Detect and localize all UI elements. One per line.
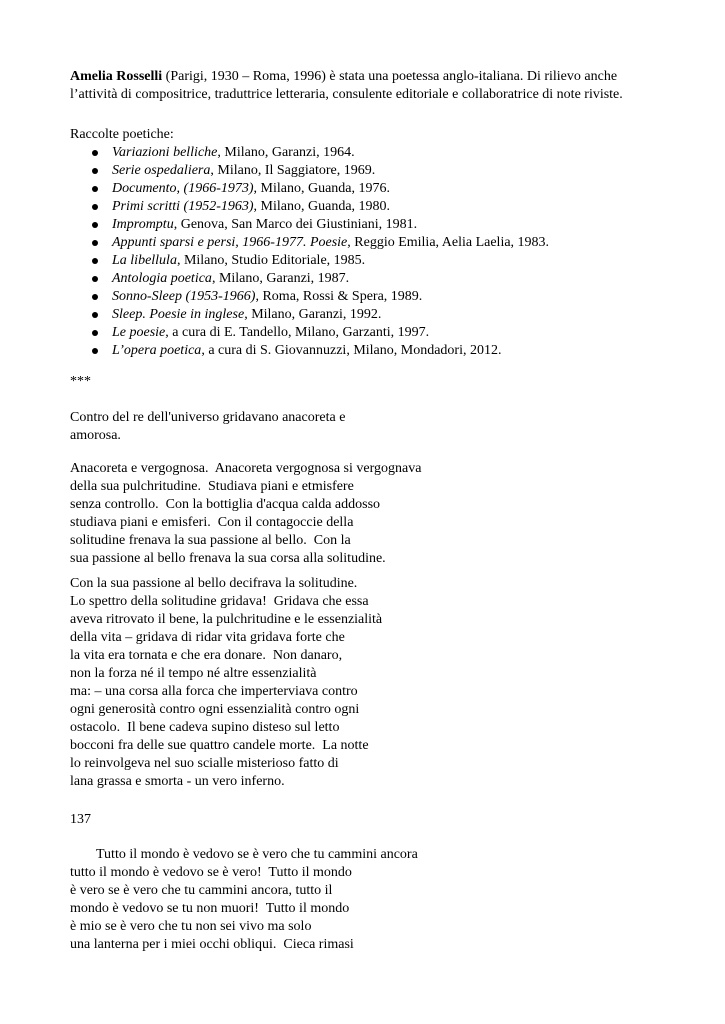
collection-details: , Milano, Studio Editoriale, 1985. [176, 253, 366, 268]
collection-details: , Milano, Garanzi, 1992. [244, 307, 382, 322]
collection-title: Sonno-Sleep (1953-1966) [112, 289, 256, 304]
collection-details: , a cura di E. Tandello, Milano, Garzanti, 1997. [165, 325, 430, 340]
collection-title: Variazioni belliche [112, 145, 218, 160]
poem-line: mondo è vedovo se tu non muori! Tutto il mondo [70, 901, 350, 916]
collection-details: , Roma, Rossi & Spera, 1989. [255, 289, 423, 304]
poem-line: non la forza né il tempo né altre essenzialità [70, 666, 317, 681]
collection-item [92, 162, 692, 180]
poem-line: aveva ritrovato il bene, la pulchritudine e le essenzialità [70, 612, 383, 627]
bullet-icon [92, 222, 98, 228]
poem-line: tutto il mondo è vedovo se è vero! Tutto il mondo [70, 865, 352, 880]
poem-line: studiava piani e emisferi. Con il contagoccie della [70, 515, 354, 530]
poem-line: Lo spettro della solitudine gridava! Gridava che essa [70, 594, 369, 609]
bullet-icon [92, 312, 98, 318]
poem-line: Con la sua passione al bello decifrava la solitudine. [70, 576, 358, 591]
bullet-icon [92, 240, 98, 246]
collection-title: Appunti sparsi e persi, 1966-1977. Poesie [112, 235, 348, 250]
bullet-icon [92, 294, 98, 300]
collection-details: , Genova, San Marco dei Giustiniani, 1981. [173, 217, 418, 232]
page-number: 137 [70, 812, 91, 827]
collection-details: , a cura di S. Giovannuzzi, Milano, Mondadori, 2012. [201, 343, 502, 358]
bullet-icon [92, 168, 98, 174]
intro-line-1-text: (Parigi, 1930 – Roma, 1996) è stata una poetessa anglo-italiana. Di rilievo anche [162, 69, 618, 84]
poem-stanza-1 [70, 409, 345, 445]
collection-item [92, 324, 692, 342]
poem-line: Tutto il mondo è vedovo se è vero che tu cammini ancora [96, 847, 418, 862]
poem-line: senza controllo. Con la bottiglia d'acqua calda addosso [70, 497, 381, 512]
bullet-icon [92, 258, 98, 264]
author-intro [70, 68, 670, 104]
collection-details: , Milano, Il Saggiatore, 1969. [210, 163, 376, 178]
poem-line: ogni generosità contro ogni essenzialità contro ogni [70, 702, 360, 717]
poem-line: sua passione al bello frenava la sua corsa alla solitudine. [70, 551, 386, 566]
poem-line: ma: – una corsa alla forca che imperterviava contro [70, 684, 358, 699]
intro-line-1 [70, 68, 670, 86]
collection-item [92, 198, 692, 216]
bullet-icon [92, 150, 98, 156]
poem-line: solitudine frenava la sua passione al bello. Con la [70, 533, 351, 548]
collection-details: , Milano, Guanda, 1980. [253, 199, 391, 214]
poem-line: Contro del re dell'universo gridavano anacoreta e [70, 410, 346, 425]
bullet-icon [92, 186, 98, 192]
poem-line: la vita era tornata e che era donare. Non danaro, [70, 648, 343, 663]
collection-title: Serie ospedaliera [112, 163, 211, 178]
poem-line: Anacoreta e vergognosa. Anacoreta vergognosa si vergognava [70, 461, 422, 476]
collection-title: Impromptu [112, 217, 174, 232]
bullet-icon [92, 276, 98, 282]
collection-item [92, 180, 692, 198]
collection-item [92, 216, 692, 234]
collection-item [92, 234, 692, 252]
collections-list [92, 144, 692, 360]
poem-line: una lanterna per i miei occhi obliqui. Cieca rimasi [70, 937, 354, 952]
collection-item [92, 270, 692, 288]
poem-stanza-3 [70, 575, 382, 791]
poem-stanza-2 [70, 460, 421, 568]
collection-item [92, 342, 692, 360]
poem-line: bocconi fra delle sue quattro candele morte. La notte [70, 738, 369, 753]
section-separator: *** [70, 374, 91, 389]
bullet-icon [92, 204, 98, 210]
collection-details: , Milano, Garanzi, 1987. [211, 271, 350, 286]
bullet-icon [92, 330, 98, 336]
collection-item [92, 288, 692, 306]
collection-details: , Reggio Emilia, Aelia Laelia, 1983. [347, 235, 550, 250]
bullet-icon [92, 348, 98, 354]
poem-line: lo reinvolgeva nel suo scialle misterioso fatto di [70, 756, 339, 771]
collection-item [92, 144, 692, 162]
author-name: Amelia Rosselli [70, 69, 163, 84]
collection-title: L’opera poetica [112, 343, 202, 358]
collection-title: La libellula [112, 253, 177, 268]
poem-line: è mio se è vero che tu non sei vivo ma solo [70, 919, 312, 934]
collection-title: Documento, (1966-1973) [112, 181, 254, 196]
collection-title: Le poesie [112, 325, 166, 340]
collection-details: , Milano, Garanzi, 1964. [217, 145, 355, 160]
poem-line: della sua pulchritudine. Studiava piani e etmisfere [70, 479, 354, 494]
collection-title: Primi scritti (1952-1963) [112, 199, 254, 214]
poem-line: della vita – gridava di ridar vita gridava forte che [70, 630, 345, 645]
collection-item [92, 252, 692, 270]
collections-heading: Raccolte poetiche: [70, 127, 174, 142]
collection-title: Sleep. Poesie in inglese [112, 307, 245, 322]
collection-details: , Milano, Guanda, 1976. [253, 181, 391, 196]
intro-line-2: l’attività di compositrice, traduttrice letteraria, consulente editoriale e collaboratrice di note riviste. [70, 87, 623, 102]
poem-line: ostacolo. Il bene cadeva supino disteso sul letto [70, 720, 340, 735]
poem-line: amorosa. [70, 428, 121, 443]
poem-line: è vero se è vero che tu cammini ancora, tutto il [70, 883, 333, 898]
poem-137 [70, 846, 418, 954]
poem-line: lana grassa e smorta - un vero inferno. [70, 774, 285, 789]
collection-item [92, 306, 692, 324]
collection-title: Antologia poetica [112, 271, 212, 286]
